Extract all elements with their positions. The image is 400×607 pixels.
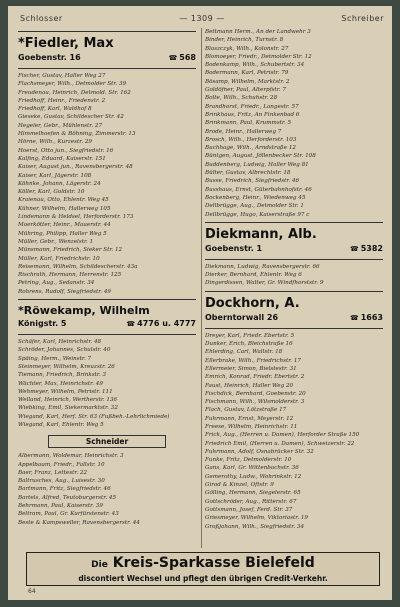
directory-entry: Beste & Kampsweller, Ravensbergerstr. 44 bbox=[18, 519, 140, 526]
directory-entry: Friedrich Emil, (Herren u. Damen), Schweizerstr. 22 bbox=[205, 440, 355, 447]
directory-entry: Rischrath, Hermann, Herrenstr. 125 bbox=[18, 272, 122, 279]
directory-entry: Bülter, Gustav, Albrechtstr. 18 bbox=[205, 170, 291, 177]
advert-street: Oberntorwall 26 bbox=[205, 312, 279, 322]
directory-entry: Bartels, Alfred, Teutoburgerstr. 45 bbox=[18, 494, 117, 501]
directory-entry: Köhnke, Johann, Lägerstr. 24 bbox=[18, 180, 101, 187]
sparkasse-banner bbox=[26, 552, 380, 586]
telephone-icon: ☎ bbox=[168, 54, 178, 62]
directory-entry: Buchhage, Wilh., Arndstraße 12 bbox=[205, 145, 296, 152]
directory-entry: Kaiser, Karl, Jägerstr. 108 bbox=[18, 172, 92, 179]
directory-entry: Fischdick, Bernhard, Goebenstr. 20 bbox=[205, 390, 306, 397]
directory-entry: Freese, Wilhelm, Heinrichstr. 11 bbox=[205, 423, 298, 430]
directory-entry: Büntgen, August, Jöllenbecker Str. 108 bbox=[205, 153, 316, 160]
advert-name: *Fiedler, Max bbox=[18, 36, 114, 51]
section-heading: Schneider bbox=[48, 435, 166, 448]
left-column bbox=[18, 28, 196, 527]
directory-entry: Frick, Aug., (Herren u. Damen), Herforder Straße 150 bbox=[205, 432, 360, 439]
directory-entry: Kraienau, Otto, Ehlentr. Weg 45 bbox=[18, 197, 109, 204]
directory-entry: Kaiser, August jun., Ravensbergerstr. 48 bbox=[18, 164, 133, 171]
entry-list bbox=[205, 263, 383, 288]
directory-entry: Fischmann, Wilh., Wilsmolderstr. 3 bbox=[205, 399, 305, 406]
directory-entry: Wiegand, Karl, Ehlentr. Weg 5 bbox=[18, 421, 104, 428]
header-left: Schlosser bbox=[20, 14, 63, 23]
telephone-icon: ☎ bbox=[350, 313, 359, 322]
directory-entry: Dierker, Bernhard, Ehlentr. Weg 6 bbox=[205, 272, 302, 279]
directory-entry: Brandhorst, Friedr., Langestr. 57 bbox=[205, 103, 299, 110]
directory-entry: Funke, Fritz, Detmolderstr. 10 bbox=[205, 457, 292, 464]
telephone-icon: ☎ bbox=[350, 244, 359, 253]
header-center: — 1309 — bbox=[179, 14, 225, 23]
directory-entry: Bodermann, Karl, Petristr. 79 bbox=[205, 70, 289, 77]
directory-entry: Welland, Heinrich, Wertherstr. 136 bbox=[18, 397, 118, 404]
entry-list bbox=[205, 28, 383, 219]
banner-title: Kreis-Sparkasse Bielefeld bbox=[112, 555, 315, 571]
directory-page bbox=[8, 6, 392, 600]
advert-roewekamp bbox=[18, 299, 196, 335]
directory-entry: Flach, Gustav, Lötzstraße 17 bbox=[205, 407, 287, 414]
directory-entry: Dunker, Erich, Bleichstraße 16 bbox=[205, 341, 293, 348]
directory-entry: Schäfer, Karl, Heinrichstr. 48 bbox=[18, 339, 102, 346]
directory-entry: Appelbaum, Friedr., Fallstr. 10 bbox=[18, 461, 105, 468]
advert-phone: 5382 bbox=[360, 243, 383, 253]
directory-entry: Tiemann, Friedrich, Brinkstr. 3 bbox=[18, 372, 107, 379]
directory-entry: Kalfing, Eduard, Kaiserstr. 151 bbox=[18, 155, 106, 162]
directory-entry: Gemerothy, Ludw., Wohrinkstr. 12 bbox=[205, 473, 302, 480]
directory-entry: Wächter, Max, Heinrichstr. 49 bbox=[18, 380, 103, 387]
directory-entry: Busshaus, Ernst, Güterbahnhofstr. 46 bbox=[205, 186, 312, 193]
directory-entry: Busse, Friedrich, Siegfriedstr. 46 bbox=[205, 178, 300, 185]
advert-street: Goebenstr. 1 bbox=[205, 243, 263, 253]
advert-name: Dockhorn, A. bbox=[205, 295, 300, 311]
advert-phone: 4776 u. 4777 bbox=[137, 319, 196, 329]
directory-entry: Bösamp, Wilhelm, Marktstr. 2 bbox=[205, 78, 290, 85]
directory-entry: Ellermeier, Simon, Bielstestr. 31 bbox=[205, 365, 297, 372]
directory-entry: Beltram, Paul, Gr. Kurfürstenstr. 43 bbox=[18, 511, 119, 518]
directory-entry: Rohrens, Rudolf, Siegfriedstr. 49 bbox=[18, 288, 111, 295]
advert-phone: 1663 bbox=[360, 312, 383, 322]
directory-entry: Goldöfner, Paul, Alterpfstr. 7 bbox=[205, 87, 286, 94]
directory-entry: Baltrusches, Aug., Luisestr. 30 bbox=[18, 478, 105, 485]
directory-entry: Buddenberg, Ludwig, Haller Weg 81 bbox=[205, 161, 309, 168]
directory-entry: Wiebking, Emil, Siekermarktstr. 32 bbox=[18, 405, 118, 412]
directory-entry: Großjohann, Wilh., Siegfriedstr. 34 bbox=[205, 523, 305, 530]
running-header bbox=[20, 14, 384, 26]
directory-entry: Hoerst, Otto jun., Siegfriedstr. 16 bbox=[18, 147, 114, 154]
directory-entry: Ellerbrake, Wilh., Friedrichstr. 17 bbox=[205, 357, 301, 364]
directory-entry: Gottschröder, Aug., Ritterstr. 67 bbox=[205, 498, 297, 505]
directory-entry: Münsmann, Friedrich, Sieker Str. 12 bbox=[18, 247, 123, 254]
directory-entry: Gans, Karl, Gr. Wittenbachstr. 36 bbox=[205, 465, 299, 472]
directory-entry: Hegeler, Gebr., Mühlenstr. 27 bbox=[18, 122, 103, 129]
directory-entry: Bettmann Herm., An der Landwehr 3 bbox=[205, 29, 311, 35]
directory-entry: Lindemann & Heldsel, Herforderstr. 173 bbox=[18, 214, 134, 221]
directory-entry: Blomoeyer, Friedr., Detmolder Str. 12 bbox=[205, 53, 312, 60]
directory-entry: Dreyer, Karl, Friedr. Ebertstr. 5 bbox=[205, 332, 295, 339]
advert-fiedler bbox=[18, 31, 196, 69]
directory-entry: Mühring, Philipp, Haller Weg 5 bbox=[18, 230, 107, 237]
directory-entry: Bockenberg, Heinr., Wiedenweg 45 bbox=[205, 194, 306, 201]
entry-list bbox=[205, 332, 383, 531]
directory-entry: Girod & Kinzel, Oftstr. 9 bbox=[205, 482, 274, 489]
directory-entry: Fuhrmann, Ernst, Meyerstr. 12 bbox=[205, 415, 294, 422]
directory-entry: Müller, Gebr., Wenzelstr. 1 bbox=[18, 238, 94, 245]
directory-entry: Wehmeyer, Wilhelm, Petristr. 111 bbox=[18, 388, 113, 395]
advert-name: Diekmann, Alb. bbox=[205, 226, 317, 242]
directory-entry: Binder, Heinrich, Turnstr. 8 bbox=[205, 37, 284, 44]
advert-diekmann bbox=[205, 222, 383, 260]
directory-entry: Friedhoff, Heinr., Friedenstr. 2 bbox=[18, 97, 106, 104]
directory-entry: Reisemann, Wilhelm, Schildescherstr. 43a bbox=[18, 263, 138, 270]
directory-entry: Brinkmann, Paul, Krummstr. 5 bbox=[205, 120, 292, 127]
directory-entry: Fuhrmann, Adolf, Osnabrücker Str. 32 bbox=[205, 448, 314, 455]
directory-entry: Bodenkamp, Wilh., Schubertstr. 34 bbox=[205, 62, 305, 69]
directory-entry: Fischer, Gustav, Haller Weg 27 bbox=[18, 73, 106, 79]
entry-list bbox=[18, 338, 196, 429]
banner-prefix: Die bbox=[91, 560, 108, 570]
directory-entry: Brinkhaus, Fritz, An Finkenbad 6 bbox=[205, 111, 300, 118]
directory-entry: Dellbrügge, Hugo, Kaiserstraße 97 c bbox=[205, 211, 310, 218]
directory-entry: Behrmann, Paul, Kaiserstr. 39 bbox=[18, 503, 103, 510]
directory-entry: Kühner, Wilhelm, Hallerweg 105 bbox=[18, 205, 111, 212]
telephone-icon: ☎ bbox=[126, 320, 136, 329]
directory-entry: Köller, Karl, Goldstr. 10 bbox=[18, 189, 85, 196]
directory-entry: Brode, Heinr., Hallerweg 7 bbox=[205, 128, 282, 135]
directory-entry: Müller, Karl, Friedrichstr. 10 bbox=[18, 255, 100, 262]
directory-entry: Faust, Heinrich, Haller Weg 20 bbox=[205, 382, 294, 389]
directory-entry: Steinmeyer, Wilhelm, Kreuzstr. 26 bbox=[18, 363, 115, 370]
page-number: 64 bbox=[28, 588, 36, 595]
header-right: Schreiber bbox=[341, 14, 384, 23]
directory-entry: Friedhoff, Karl, Waldhof 8 bbox=[18, 106, 92, 113]
directory-entry: Hörne, Wilh., Kurzestr. 29 bbox=[18, 139, 92, 146]
directory-entry: Blaszczyk, Wilh., Kolonstr. 27 bbox=[205, 45, 289, 52]
entry-list bbox=[18, 72, 196, 296]
entry-list bbox=[18, 452, 196, 527]
directory-entry: Bolte, Wilh., Schuhstr. 28 bbox=[205, 95, 278, 102]
directory-entry: Emrich, Konrad, Friedr. Ebertstr. 2 bbox=[205, 374, 305, 381]
directory-entry: Diekmann, Ludwig, Ravensbergerstr. 66 bbox=[205, 263, 320, 270]
column-divider bbox=[201, 28, 202, 548]
advert-street: Königstr. 5 bbox=[18, 319, 67, 329]
directory-entry: Griesmeyer, Wilhelm, Viktoriastr. 19 bbox=[205, 515, 308, 522]
directory-entry: Freudenau, Heinrich, Detmold. Str. 162 bbox=[18, 89, 131, 96]
directory-entry: Wiegand, Karl, Herf. Str. 63 (Fußbeh.-Lehrlichmiede) bbox=[18, 413, 170, 420]
directory-entry: Gölling, Hermann, Siegelerstr. 65 bbox=[205, 490, 301, 497]
directory-entry: Flachsmeyer, Wilh., Detmolder Str. 39 bbox=[18, 81, 127, 88]
directory-entry: Gieseke, Gustav, Schildescher Str. 42 bbox=[18, 114, 124, 121]
directory-entry: Dingerdissen, Walter, Gr. Windfhorststr. 9 bbox=[205, 280, 324, 287]
directory-entry: Moerkötter, Heinr., Mauerstr. 44 bbox=[18, 222, 111, 229]
directory-entry: Albermann, Woldemar, Heinrichstr. 3 bbox=[18, 453, 124, 460]
directory-entry: Dellbrügge, Aug., Detmolder Str. 1 bbox=[205, 203, 304, 210]
advert-dockhorn bbox=[205, 291, 383, 329]
directory-entry: Brosch, Wilh., Herforderstr. 103 bbox=[205, 136, 297, 143]
directory-entry: Himmelhoefen & Böhning, Zimmerstr. 13 bbox=[18, 131, 136, 138]
directory-entry: Schröder, Johannes, Schulstr. 40 bbox=[18, 347, 111, 354]
directory-entry: Petring, Aug., Sedanstr. 34 bbox=[18, 280, 95, 287]
right-column bbox=[205, 28, 383, 531]
banner-subtitle: discontiert Wechsel und pflegt den übrigen Credit-Verkehr. bbox=[78, 574, 328, 583]
advert-street: Goebenstr. 16 bbox=[18, 53, 81, 62]
directory-entry: Baer, Franz, Lettestr. 22 bbox=[18, 469, 88, 476]
advert-phone: 568 bbox=[179, 53, 196, 62]
directory-entry: Bartmann, Fritz, Siegfriedstr. 46 bbox=[18, 486, 111, 493]
advert-name: *Röwekamp, Wilhelm bbox=[18, 304, 150, 318]
directory-entry: Späing, Herm., Weinstr. 7 bbox=[18, 355, 92, 362]
directory-entry: Gottsmann, Josef, Ferd. Str. 37 bbox=[205, 506, 293, 513]
directory-entry: Ehlerding, Carl, Wallstr. 18 bbox=[205, 349, 283, 356]
